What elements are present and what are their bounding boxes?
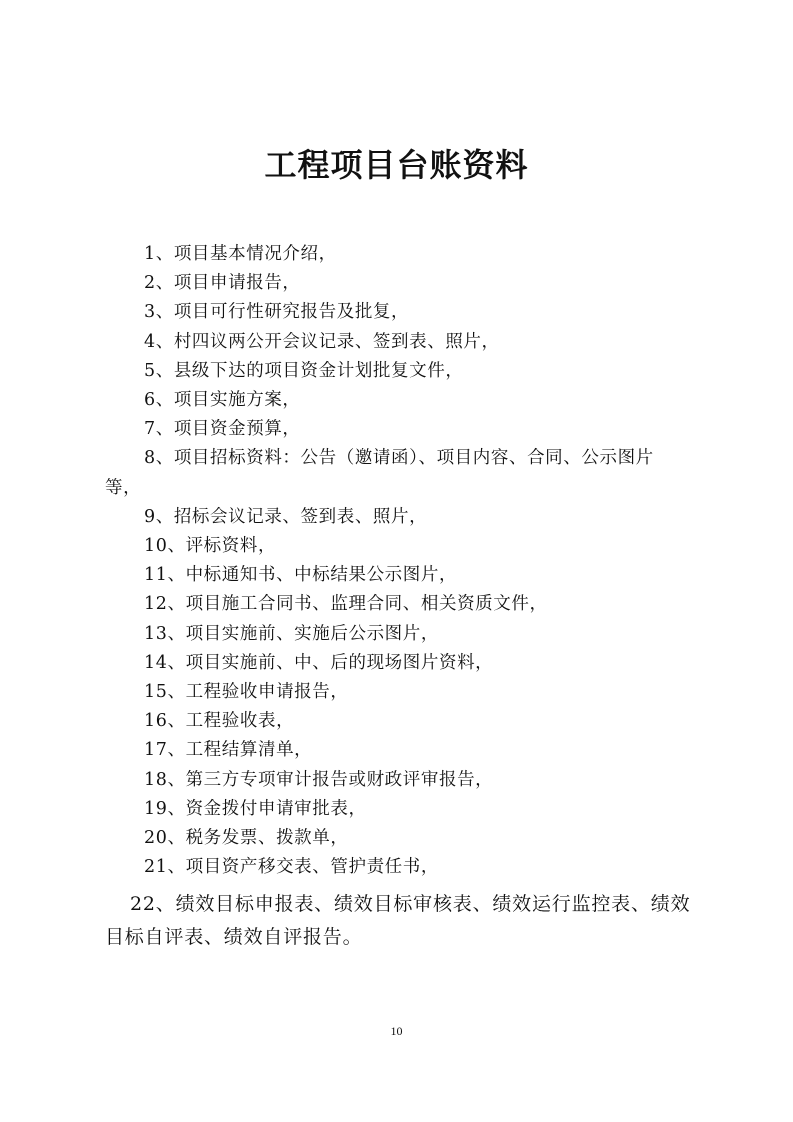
list-item [0,766,793,795]
list-item-text: 12、项目施工合同书、监理合同、相关资质文件， [144,594,548,615]
list-item-text: 18、第三方专项审计报告或财政评审报告， [144,769,494,790]
list-item-text: 3、项目可行性研究报告及批复， [144,302,410,323]
list-item [0,269,793,298]
list-item-22-line2: 目标自评表、绩效自评报告。 [105,926,363,949]
list-item-8-line1: 8、项目招标资料：公告（邀请函）、项目内容、合同、公示图片 [144,448,654,469]
list-item-text: 11、中标通知书、中标结果公示图片， [144,565,458,586]
list-item [0,503,793,532]
list-item-text: 21、项目资产移交表、管护责任书， [144,857,439,878]
document-title: 工程项目台账资料 [264,146,529,184]
list-item-text: 6、项目实施方案， [144,390,301,411]
list-item [0,620,793,649]
list-item-text: 13、项目实施前、实施后公示图片， [144,623,439,644]
list-item [0,240,793,269]
list-item-text: 5、县级下达的项目资金计划批复文件， [144,360,464,381]
list-item-text: 14、项目实施前、中、后的现场图片资料， [144,652,494,673]
list-item-text: 4、村四议两公开会议记录、签到表、照片， [144,331,500,352]
list-item-text: 20、税务发票、拨款单， [144,828,349,849]
list-item-text: 17、工程结算清单， [144,740,313,761]
list-item [0,532,793,561]
list-item-8-line2: 等， [105,477,142,498]
list-item-text: 2、项目申请报告， [144,273,301,294]
page-number: 10 [390,1024,403,1038]
list-item [0,328,793,357]
list-item [0,386,793,415]
list-item-text: 16、工程验收表， [144,711,295,732]
list-item [0,415,793,444]
document-item-list [0,240,793,954]
list-item-text: 15、工程验收申请报告， [144,682,349,703]
list-item [0,824,793,853]
list-item [0,298,793,327]
list-item [0,357,793,386]
list-item-8 [0,444,793,502]
list-item-text: 7、项目资金预算， [144,419,301,440]
list-item [0,678,793,707]
list-item-text: 10、评标资料， [144,536,277,557]
list-item-text: 1、项目基本情况介绍， [144,244,337,264]
list-item [0,736,793,765]
list-item [0,561,793,590]
list-item [0,707,793,736]
list-item-text: 19、资金拨付申请审批表， [144,798,367,819]
list-item-22-line1: 22、绩效目标申报表、绩效目标审核表、绩效运行监控表、绩效 [130,893,691,916]
list-item [0,795,793,824]
list-item [0,590,793,619]
list-item-22 [0,888,793,954]
list-item-text: 9、招标会议记录、签到表、照片， [144,506,428,527]
list-item [0,649,793,678]
list-item [0,853,793,882]
